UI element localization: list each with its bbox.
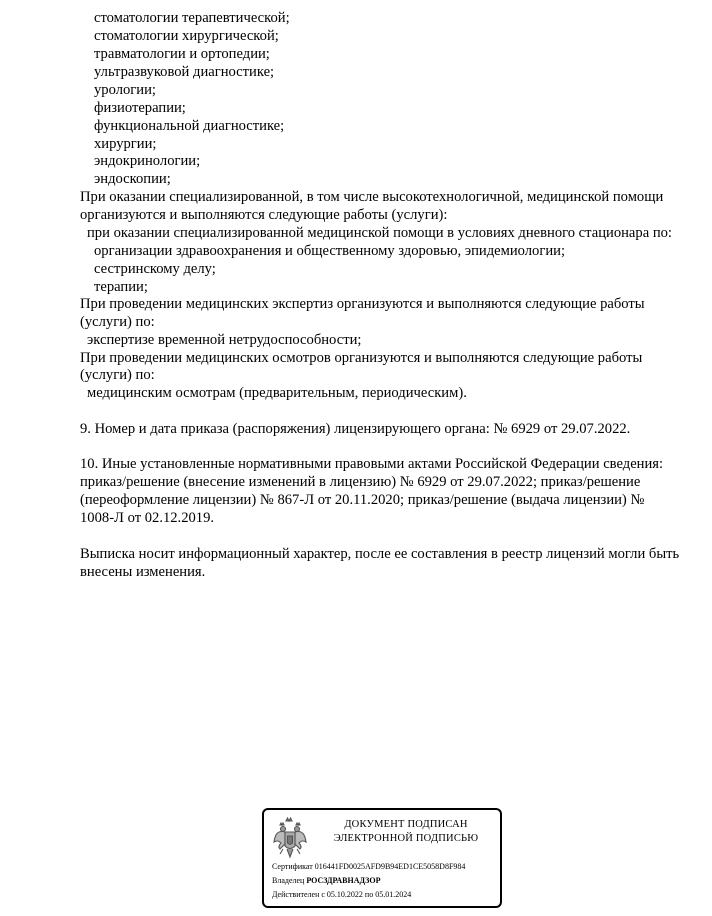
expertise-heading-line2: (услуги) по: <box>80 314 155 330</box>
stamp-title-line2: ЭЛЕКТРОННОЙ ПОДПИСЬЮ <box>333 833 479 844</box>
stamp-owner-label: Владелец <box>272 876 305 885</box>
list-item: травматологии и ортопедии; <box>94 46 270 62</box>
russian-coat-of-arms-icon <box>272 816 308 862</box>
list-item: функциональной диагностике; <box>94 118 285 134</box>
section-10-line: 10. Иные установленные нормативными правовыми актами Российской Федерации сведения: <box>80 456 664 472</box>
examinations-heading-line2: (услуги) по: <box>80 367 155 383</box>
section-10-line: 1008-Л от 02.12.2019. <box>80 510 215 526</box>
list-item: стоматологии хирургической; <box>94 28 279 44</box>
examinations-heading-line1: При проведении медицинских осмотров организуются и выполняются следующие работы <box>80 350 643 366</box>
stamp-validity: Действителен с 05.10.2022 по 05.01.2024 <box>272 890 412 899</box>
section-9: 9. Номер и дата приказа (распоряжения) лицензирующего органа: № 6929 от 29.07.2022. <box>80 421 631 437</box>
list-item: стоматологии терапевтической; <box>94 10 290 26</box>
stamp-title-line1: ДОКУМЕНТ ПОДПИСАН <box>344 819 468 830</box>
list-item: эндокринологии; <box>94 153 201 169</box>
specialized-subheading: при оказании специализированной медицинской помощи в условиях дневного стационара по: <box>87 225 672 241</box>
list-item: эндоскопии; <box>94 171 171 187</box>
list-item: организации здравоохранения и общественному здоровью, эпидемиологии; <box>94 243 566 259</box>
list-item: медицинским осмотрам (предварительным, периодическим). <box>87 385 467 401</box>
specialized-heading-line1: При оказании специализированной, в том числе высокотехнологичной, медицинской помощи <box>80 189 664 205</box>
list-item: урологии; <box>94 82 156 98</box>
list-item: физиотерапии; <box>94 100 186 116</box>
section-10-line: приказ/решение (внесение изменений в лицензию) № 6929 от 29.07.2022; приказ/решение <box>80 474 641 490</box>
list-item: сестринскому делу; <box>94 261 216 277</box>
list-item: терапии; <box>94 279 148 295</box>
expertise-heading-line1: При проведении медицинских экспертиз организуются и выполняются следующие работы <box>80 296 645 312</box>
stamp-certificate: Сертификат 016441FD0025AFD9B94ED1CE5058D8F984 <box>272 862 466 871</box>
list-item: экспертизе временной нетрудоспособности; <box>87 332 362 348</box>
electronic-signature-stamp <box>262 808 502 908</box>
stamp-owner-value: РОСЗДРАВНАДЗОР <box>306 876 381 885</box>
specialized-heading-line2: организуются и выполняются следующие работы (услуги): <box>80 207 448 223</box>
stamp-owner <box>272 876 381 886</box>
list-item: хирургии; <box>94 136 157 152</box>
list-item: ультразвуковой диагностике; <box>94 64 275 80</box>
note-line: Выписка носит информационный характер, после ее составления в реестр лицензий могли быть <box>80 546 680 562</box>
note-line: внесены изменения. <box>80 564 206 580</box>
section-10-line: (переоформление лицензии) № 867-Л от 20.11.2020; приказ/решение (выдача лицензии) № <box>80 492 645 508</box>
